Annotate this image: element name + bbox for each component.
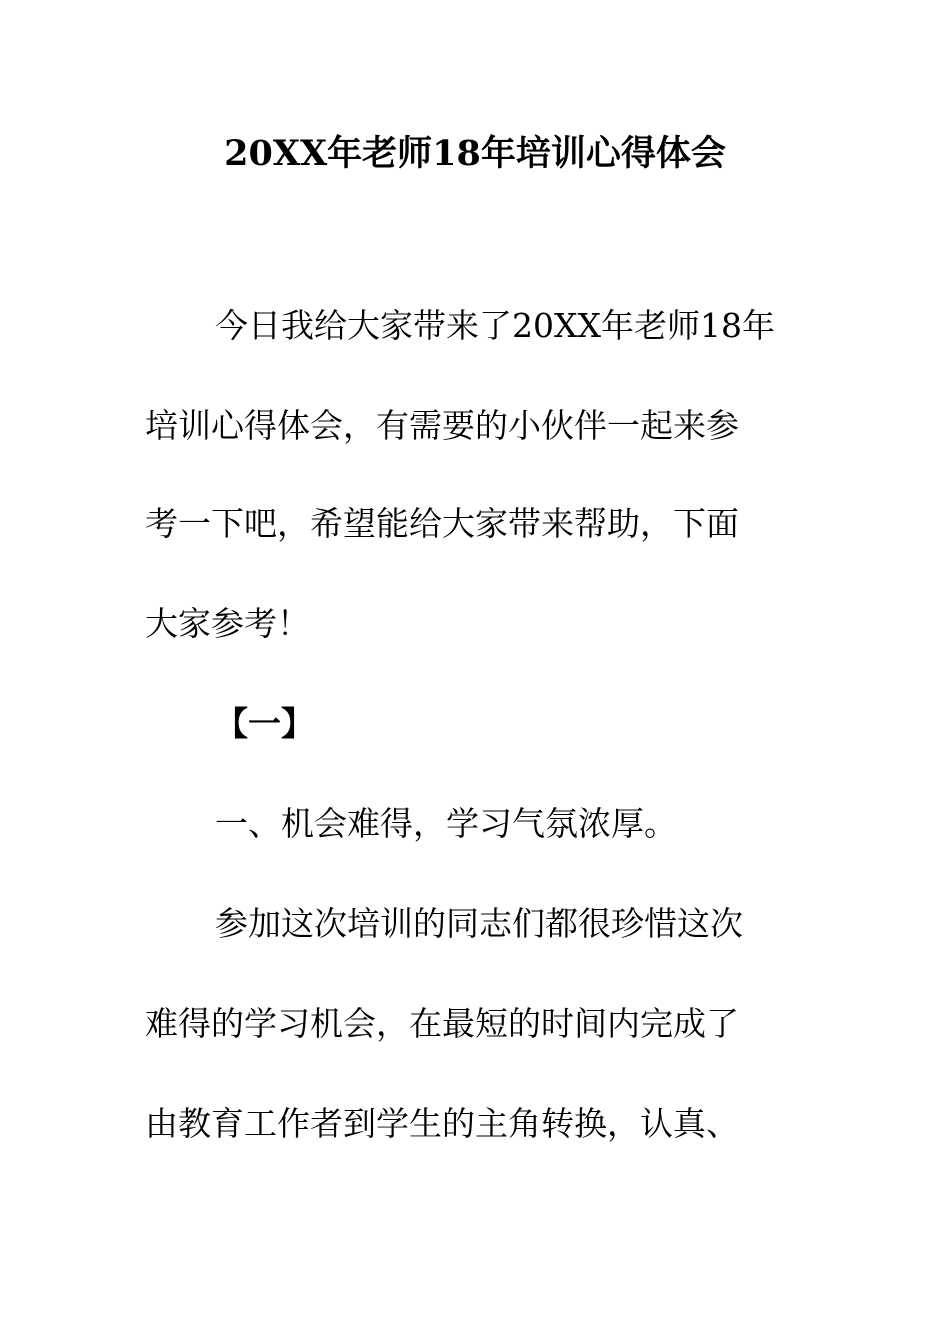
intro-line-4: 大家参考！	[145, 604, 310, 643]
intro-line-1: 今日我给大家带来了20XX年老师18年	[215, 306, 775, 345]
document-title: 20XX年老师18年培训心得体会	[224, 133, 726, 174]
body-line-3: 由教育工作者到学生的主角转换，认真、	[145, 1104, 739, 1143]
body-line-1: 参加这次培训的同志们都很珍惜这次	[215, 904, 743, 943]
intro-line-3: 考一下吧，希望能给大家带来帮助，下面	[145, 504, 739, 543]
intro-line-2: 培训心得体会，有需要的小伙伴一起来参	[145, 406, 739, 445]
body-line-2: 难得的学习机会，在最短的时间内完成了	[145, 1004, 739, 1043]
section-marker: 【一】	[215, 704, 314, 743]
section-heading: 一、机会难得，学习气氛浓厚。	[215, 804, 677, 843]
